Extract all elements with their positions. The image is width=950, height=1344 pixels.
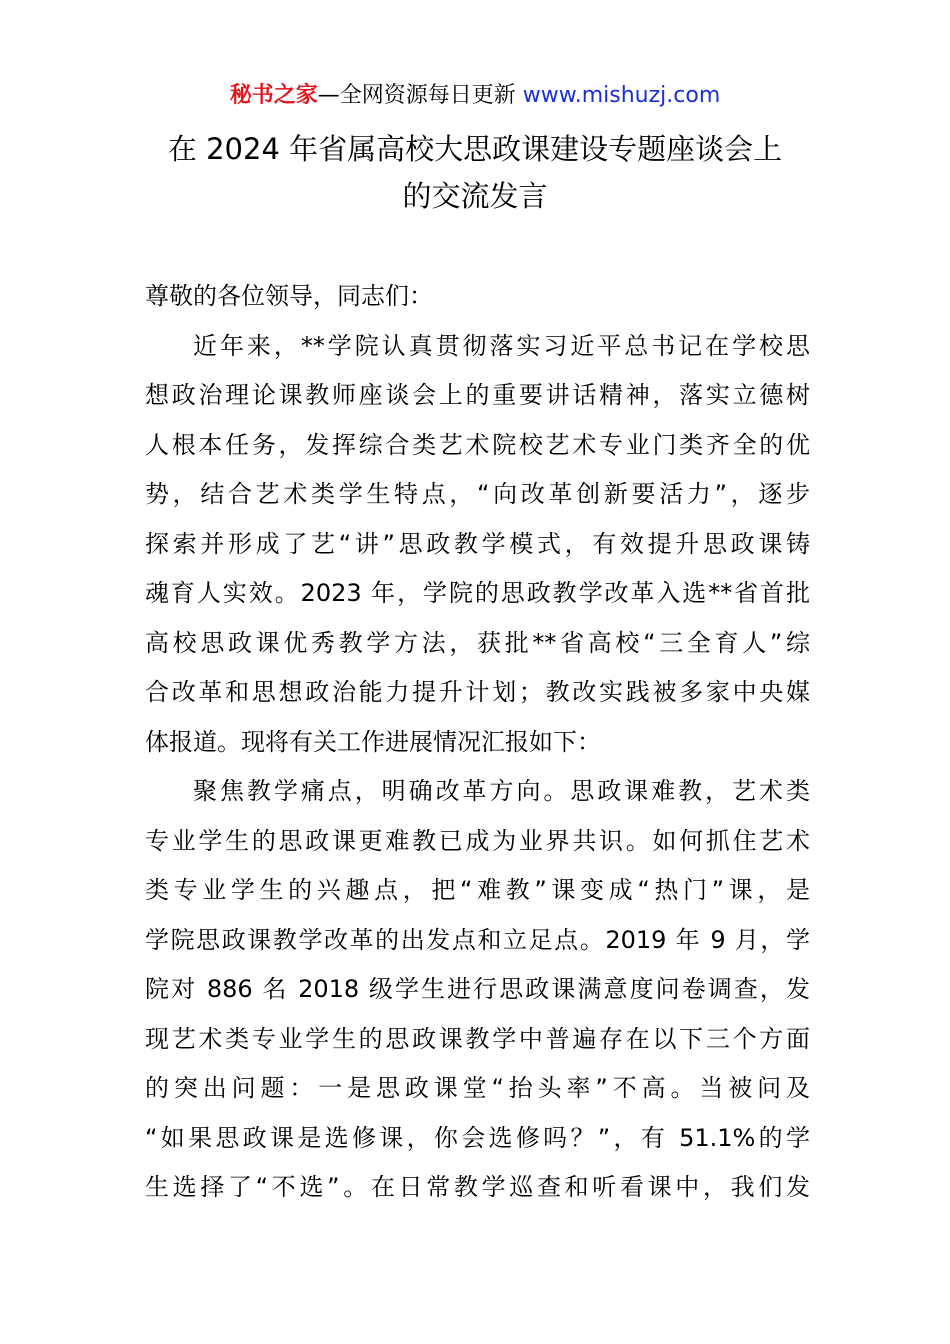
document-title bbox=[120, 126, 830, 220]
paragraph-line: 院对 886 名 2018 级学生进行思政课满意度问卷调查，发 bbox=[145, 975, 810, 1003]
salutation: 尊敬的各位领导，同志们： bbox=[145, 282, 433, 310]
site-header bbox=[0, 80, 950, 112]
title-line-1: 在 2024 年省属高校大思政课建设专题座谈会上 bbox=[167, 132, 783, 166]
title-line-2: 的交流发言 bbox=[402, 179, 548, 213]
paragraph-line: 体报道。现将有关工作进展情况汇报如下： bbox=[145, 727, 601, 756]
paragraph-line: 生选择了“不选”。在日常教学巡查和听看课中，我们发 bbox=[145, 1173, 810, 1201]
paragraph-line: 聚焦教学痛点，明确改革方向。思政课难教，艺术类 bbox=[193, 777, 810, 805]
paragraph-line: 合改革和思想政治能力提升计划；教改实践被多家中央媒 bbox=[145, 678, 810, 706]
paragraph-line: 探索并形成了艺“讲”思政教学模式，有效提升思政课铸 bbox=[145, 529, 810, 558]
paragraph-1 bbox=[145, 322, 810, 768]
paragraph-line: 人根本任务，发挥综合类艺术院校艺术专业门类齐全的优 bbox=[145, 430, 810, 459]
paragraph-line: 专业学生的思政课更难教已成为业界共识。如何抓住艺术 bbox=[145, 826, 810, 855]
paragraph-line: 魂育人实效。2023 年，学院的思政教学改革入选**省首批 bbox=[145, 579, 810, 607]
paragraph-line: 的突出问题：一是思政课堂“抬头率”不高。当被问及 bbox=[145, 1074, 810, 1102]
paragraph-line: 学院思政课教学改革的出发点和立足点。2019 年 9 月，学 bbox=[145, 925, 810, 954]
paragraph-line: 类专业学生的兴趣点，把“难教”课变成“热门”课，是 bbox=[145, 876, 810, 904]
paragraph-line: “如果思政课是选修课，你会选修吗？”，有 51.1%的学 bbox=[145, 1123, 810, 1152]
paragraph-line: 高校思政课优秀教学方法，获批**省高校“三全育人”综 bbox=[145, 628, 810, 657]
paragraph-line: 想政治理论课教师座谈会上的重要讲话精神，落实立德树 bbox=[145, 381, 810, 409]
document-body bbox=[145, 272, 810, 1213]
brand-name: 秘书之家 bbox=[229, 83, 318, 108]
paragraph-line: 势，结合艺术类学生特点，“向改革创新要活力”，逐步 bbox=[145, 480, 810, 508]
header-tagline: —全网资源每日更新 bbox=[317, 83, 516, 108]
paragraph-2 bbox=[145, 767, 810, 1213]
paragraph-line: 现艺术类专业学生的思政课教学中普遍存在以下三个方面 bbox=[145, 1024, 810, 1053]
paragraph-line: 近年来，**学院认真贯彻落实习近平总书记在学校思 bbox=[193, 331, 810, 360]
site-url-link[interactable]: www.mishuzj.com bbox=[522, 83, 721, 108]
